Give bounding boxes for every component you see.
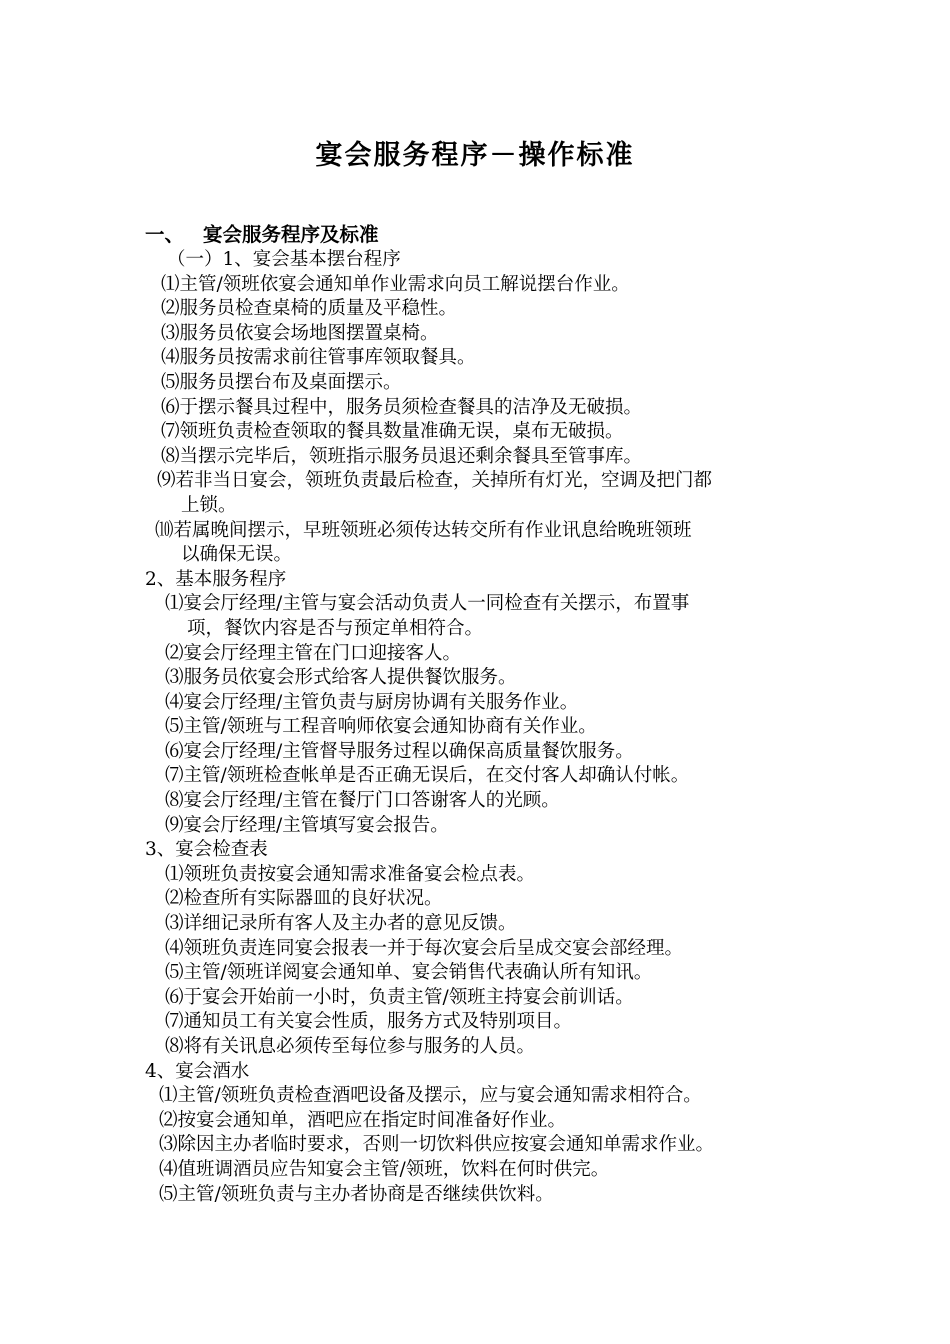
section-4-item: ⑴主管/领班负责检查酒吧设备及摆示，应与宴会通知需求相符合。 <box>159 1085 702 1107</box>
section-3-item: ⑵检查所有实际器皿的良好状况。 <box>165 888 443 910</box>
section-3-item: ⑹于宴会开始前一小时，负责主管/领班主持宴会前训话。 <box>165 986 634 1008</box>
section-2-item: ⑸主管/领班与工程音响师依宴会通知协商有关作业。 <box>165 716 597 738</box>
section-2-item: ⑶服务员依宴会形式给客人提供餐饮服务。 <box>165 667 517 689</box>
section-3-item: ⑸主管/领班详阅宴会通知单、宴会销售代表确认所有知讯。 <box>165 962 653 984</box>
section-1-item: ⑸服务员摆台布及桌面摆示。 <box>161 371 402 393</box>
section-4-item: ⑵按宴会通知单，酒吧应在指定时间准备好作业。 <box>159 1109 567 1131</box>
section-2-item: ⑼宴会厅经理/主管填写宴会报告。 <box>165 814 449 836</box>
section-2-item: ⑹宴会厅经理/主管督导服务过程以确保高质量餐饮服务。 <box>165 740 634 762</box>
section-3-item: ⑺通知员工有关宴会性质，服务方式及特别项目。 <box>165 1011 573 1033</box>
section-1-item-10-cont: 以确保无误。 <box>181 544 293 566</box>
section-3-item: ⑶详细记录所有客人及主办者的意见反馈。 <box>165 913 517 935</box>
section-1-item-9-cont: 上锁。 <box>181 494 237 516</box>
section-4-item: ⑷值班调酒员应告知宴会主管/领班，饮料在何时供完。 <box>159 1158 610 1180</box>
section-1-item: ⑵服务员检查桌椅的质量及平稳性。 <box>161 298 458 320</box>
section-1-item: ⑶服务员依宴会场地图摆置桌椅。 <box>161 322 439 344</box>
section-1-subheading: （一）1、宴会基本摆台程序 <box>167 249 401 270</box>
section-3-item: ⑴领班负责按宴会通知需求准备宴会检点表。 <box>165 863 536 885</box>
section-1-item: ⑺领班负责检查领取的餐具数量准确无误，桌布无破损。 <box>161 421 624 443</box>
section-1-number: 一、 <box>145 223 185 246</box>
section-2-item: ⑺主管/领班检查帐单是否正确无误后，在交付客人却确认付帐。 <box>165 765 690 787</box>
section-2-item: ⑵宴会厅经理主管在门口迎接客人。 <box>165 642 462 664</box>
section-3-item: ⑻将有关讯息必须传至每位参与服务的人员。 <box>165 1036 536 1057</box>
section-4-item: ⑸主管/领班负责与主办者协商是否继续供饮料。 <box>159 1183 554 1205</box>
section-1-item: ⑻当摆示完毕后，领班指示服务员退还剩余餐具至管事库。 <box>161 445 643 467</box>
section-4-item: ⑶除因主办者临时要求，否则一切饮料供应按宴会通知单需求作业。 <box>159 1134 715 1156</box>
section-3-item: ⑷领班负责连同宴会报表一并于每次宴会后呈成交宴会部经理。 <box>165 937 684 959</box>
section-1-item-9: ⑼若非当日宴会，领班负责最后检查，关掉所有灯光，空调及把门都 <box>157 470 713 492</box>
section-3-heading: 3、宴会检查表 <box>145 839 268 861</box>
section-4-heading: 4、宴会酒水 <box>145 1060 250 1082</box>
section-2-item: ⑷宴会厅经理/主管负责与厨房协调有关服务作业。 <box>165 691 579 713</box>
document-body <box>145 222 835 1207</box>
section-2-item-1: ⑴宴会厅经理/主管与宴会活动负责人一同检查有关摆示，布置事 <box>165 593 690 615</box>
section-1-item: ⑷服务员按需求前往管事库领取餐具。 <box>161 347 476 369</box>
section-1-item: ⑴主管/领班依宴会通知单作业需求向员工解说摆台作业。 <box>161 273 630 295</box>
section-2-item: ⑻宴会厅经理/主管在餐厅门口答谢客人的光顾。 <box>165 790 560 812</box>
section-2-heading: 2、基本服务程序 <box>145 568 287 590</box>
section-2-item-1-cont: 项，餐饮内容是否与预定单相符合。 <box>187 617 484 639</box>
document-title: 宴会服务程序－操作标准 <box>315 140 635 171</box>
section-1-title: 宴会服务程序及标准 <box>203 223 379 246</box>
section-1-item: ⑹于摆示餐具过程中，服务员须检查餐具的洁净及无破损。 <box>161 396 643 418</box>
section-1-item-10: ⑽若属晚间摆示，早班领班必须传达转交所有作业讯息给晚班领班 <box>155 519 692 541</box>
section-1-heading <box>145 222 835 248</box>
